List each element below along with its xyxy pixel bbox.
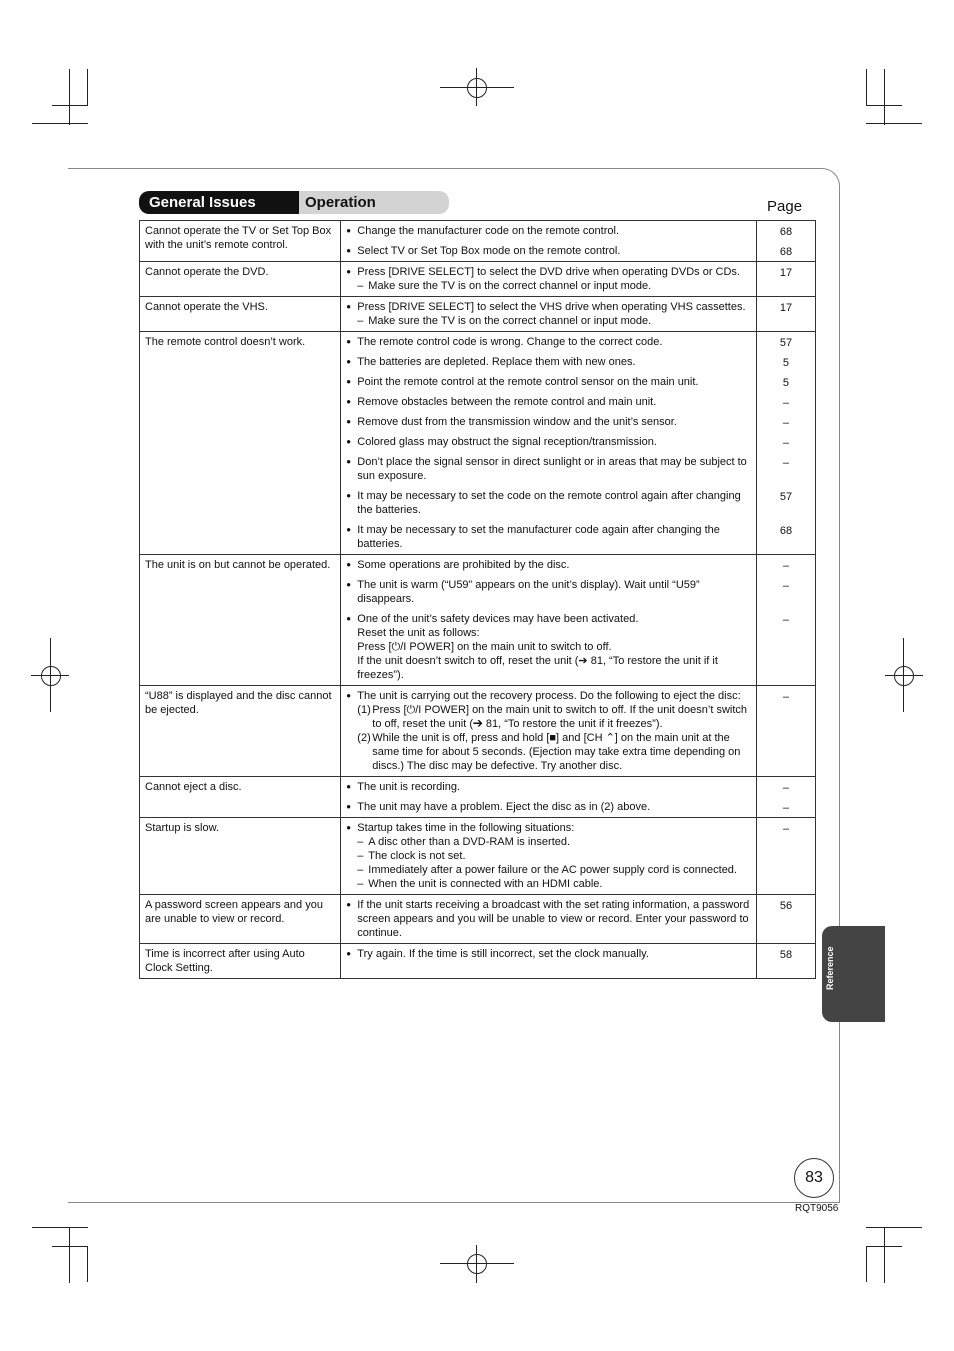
- solution-entry: [346, 898, 751, 940]
- problem-text: Startup is slow.: [145, 822, 219, 834]
- table-row: [140, 297, 816, 332]
- solution-text: Remove dust from the transmission window and the unit’s sensor.: [357, 416, 677, 428]
- solution-cell: [341, 332, 757, 555]
- problem-text: The unit is on but cannot be operated.: [145, 559, 331, 571]
- solution-cell: [341, 777, 757, 818]
- page-reference: 57: [779, 490, 793, 503]
- registration-line: [50, 638, 51, 712]
- solution-entry: [346, 489, 751, 517]
- solution-text: It may be necessary to set the manufacturer code again after changing the batteries.: [357, 524, 720, 550]
- sub-item: [357, 835, 751, 849]
- registration-line: [440, 1263, 514, 1264]
- step-text: While the unit is off, press and hold [■] and [CH ⌃] on the main unit at the same time for about 5 seconds. (Ejection may take extra time depending on discs.) The disc may be defective. Try another disc.: [372, 732, 741, 772]
- registration-line: [903, 638, 904, 712]
- solution-entry: [346, 300, 751, 328]
- page-reference: –: [782, 436, 790, 449]
- bullet-icon: ●: [346, 560, 352, 569]
- bullet-icon: ●: [346, 900, 352, 909]
- page-reference: 58: [779, 948, 793, 961]
- page-cell: [756, 555, 815, 686]
- dash-icon: –: [357, 878, 364, 890]
- crop-mark: [884, 69, 885, 125]
- tab-operation: [294, 191, 449, 214]
- solution-text: Some operations are prohibited by the disc.: [357, 559, 570, 571]
- sub-item-text: When the unit is connected with an HDMI cable.: [368, 878, 603, 890]
- page-reference: –: [782, 456, 790, 469]
- page-frame-bottom: [68, 1202, 840, 1203]
- sub-item-text: The clock is not set.: [368, 850, 466, 862]
- table-row: [140, 895, 816, 944]
- solution-text: Press [DRIVE SELECT] to select the DVD drive when operating DVDs or CDs.: [357, 266, 740, 278]
- registration-target-icon: [894, 666, 914, 686]
- solution-text: Point the remote control at the remote control sensor on the main unit.: [357, 376, 699, 388]
- problem-text: Cannot operate the TV or Set Top Box with the unit’s remote control.: [145, 225, 332, 251]
- solution-text: The unit may have a problem. Eject the disc as in (2) above.: [357, 801, 651, 813]
- problem-cell: [140, 332, 341, 555]
- solution-entry: [346, 415, 751, 429]
- table-row: [140, 686, 816, 777]
- bullet-icon: ●: [346, 267, 352, 276]
- step-number: (2): [357, 732, 371, 744]
- continuation-text: If the unit doesn’t switch to off, reset the unit (➔ 81, “To restore the unit if it freezes”).: [357, 655, 718, 681]
- solution-text: Select TV or Set Top Box mode on the remote control.: [357, 245, 621, 257]
- solution-entry: [346, 523, 751, 551]
- page-reference: –: [782, 559, 790, 572]
- problem-text: The remote control doesn’t work.: [145, 336, 306, 348]
- page-cell: [756, 686, 815, 777]
- step-text: Press [⏻/I POWER] on the main unit to switch to off. If the unit doesn’t switch to off, reset the unit (➔ 81, “To restore the unit if it freezes”).: [372, 704, 748, 730]
- registration-line: [476, 68, 477, 106]
- table-row: [140, 555, 816, 686]
- bullet-icon: ●: [346, 614, 352, 623]
- crop-mark: [884, 1227, 885, 1283]
- page-reference: –: [782, 416, 790, 429]
- crop-mark: [52, 1246, 88, 1247]
- solution-text: Colored glass may obstruct the signal reception/transmission.: [357, 436, 657, 448]
- bullet-icon: ●: [346, 823, 352, 832]
- problem-cell: [140, 262, 341, 297]
- page-reference: 68: [779, 524, 793, 537]
- solution-entry: [346, 558, 751, 572]
- crop-mark: [866, 105, 902, 106]
- crop-mark: [866, 1246, 902, 1247]
- tab-general-issues: [139, 191, 299, 214]
- sub-item-text: Make sure the TV is on the correct channel or input mode.: [368, 315, 652, 327]
- tab-operation-label: Operation: [305, 194, 376, 211]
- table-row: [140, 777, 816, 818]
- solution-entry: [346, 455, 751, 483]
- page-reference: 5: [782, 356, 790, 369]
- solution-entry: [346, 355, 751, 369]
- solution-entry: [346, 800, 751, 814]
- page-cell: [756, 262, 815, 297]
- bullet-icon: ●: [346, 302, 352, 311]
- page-reference: 68: [779, 245, 793, 258]
- solution-entry: [346, 435, 751, 449]
- solution-cell: [341, 297, 757, 332]
- sub-item: [357, 279, 751, 293]
- problem-text: Cannot operate the VHS.: [145, 301, 268, 313]
- continuation-text: Press [⏻/I POWER] on the main unit to switch to off.: [357, 641, 612, 653]
- problem-text: “U88” is displayed and the disc cannot be ejected.: [145, 690, 332, 716]
- crop-mark: [69, 69, 70, 125]
- section-tabs: [139, 191, 449, 214]
- problem-cell: [140, 686, 341, 777]
- solution-text: It may be necessary to set the code on the remote control again after changing the batteries.: [357, 490, 741, 516]
- document-code: RQT9056: [795, 1203, 839, 1214]
- bullet-icon: ●: [346, 437, 352, 446]
- page-number: 83: [794, 1158, 834, 1198]
- page-cell: [756, 895, 815, 944]
- crop-mark: [87, 1246, 88, 1282]
- bullet-icon: ●: [346, 580, 352, 589]
- registration-target-icon: [41, 666, 61, 686]
- page-reference: –: [782, 396, 790, 409]
- crop-mark: [866, 69, 867, 105]
- page-reference: –: [782, 613, 790, 626]
- solution-text: If the unit starts receiving a broadcast with the set rating information, a password screen appears and you will be unable to view or record. Enter your password to continue.: [357, 899, 750, 939]
- page-reference: 17: [779, 301, 793, 314]
- problem-cell: [140, 944, 341, 979]
- page-reference: 57: [779, 336, 793, 349]
- solution-text: The unit is recording.: [357, 781, 461, 793]
- page-cell: [756, 297, 815, 332]
- table-row: [140, 332, 816, 555]
- solution-text: Change the manufacturer code on the remote control.: [357, 225, 620, 237]
- problem-text: Cannot eject a disc.: [145, 781, 242, 793]
- bullet-icon: ●: [346, 949, 352, 958]
- problem-text: Time is incorrect after using Auto Clock Setting.: [145, 948, 305, 974]
- solution-entry: [346, 780, 751, 794]
- dash-icon: –: [357, 280, 364, 292]
- solution-text: The remote control code is wrong. Change to the correct code.: [357, 336, 663, 348]
- page-cell: [756, 818, 815, 895]
- bullet-icon: ●: [346, 246, 352, 255]
- solution-entry: [346, 689, 751, 773]
- solution-cell: [341, 686, 757, 777]
- dash-icon: –: [357, 315, 364, 327]
- page-reference: –: [782, 690, 790, 703]
- solution-entry: [346, 578, 751, 606]
- solution-text: Press [DRIVE SELECT] to select the VHS drive when operating VHS cassettes.: [357, 301, 746, 313]
- solution-entry: [346, 224, 751, 238]
- continuation-text: Reset the unit as follows:: [357, 627, 480, 639]
- solution-entry: [346, 265, 751, 293]
- reference-side-label: Reference: [825, 946, 835, 990]
- bullet-icon: ●: [346, 525, 352, 534]
- crop-mark: [69, 1227, 70, 1283]
- solution-cell: [341, 555, 757, 686]
- solution-cell: [341, 818, 757, 895]
- table-row: [140, 944, 816, 979]
- crop-mark: [866, 1227, 922, 1228]
- page-cell: [756, 221, 815, 262]
- crop-mark: [87, 69, 88, 105]
- bullet-icon: ●: [346, 397, 352, 406]
- bullet-icon: ●: [346, 226, 352, 235]
- page-cell: [756, 777, 815, 818]
- page-frame-top: [68, 168, 822, 169]
- numbered-step: [357, 731, 751, 773]
- registration-line: [476, 1245, 477, 1283]
- solution-cell: [341, 895, 757, 944]
- crop-mark: [866, 1246, 867, 1282]
- problem-text: Cannot operate the DVD.: [145, 266, 269, 278]
- problem-cell: [140, 555, 341, 686]
- solution-cell: [341, 262, 757, 297]
- page-reference: 56: [779, 899, 793, 912]
- dash-icon: –: [357, 836, 364, 848]
- page-reference: 5: [782, 376, 790, 389]
- step-number: (1): [357, 704, 371, 716]
- solution-text: Try again. If the time is still incorrect, set the clock manually.: [357, 948, 649, 960]
- registration-line: [885, 675, 923, 676]
- problem-text: A password screen appears and you are unable to view or record.: [145, 899, 323, 925]
- bullet-icon: ●: [346, 457, 352, 466]
- page-reference: –: [782, 781, 790, 794]
- sub-item-text: Make sure the TV is on the correct channel or input mode.: [368, 280, 652, 292]
- page-cell: [756, 332, 815, 555]
- solution-text: The batteries are depleted. Replace them with new ones.: [357, 356, 636, 368]
- numbered-step: [357, 703, 751, 731]
- page-reference: –: [782, 579, 790, 592]
- page-reference: –: [782, 822, 790, 835]
- table-row: [140, 262, 816, 297]
- problem-cell: [140, 818, 341, 895]
- page-frame-right: [822, 168, 840, 1203]
- crop-mark: [32, 1227, 88, 1228]
- registration-target-icon: [467, 1254, 487, 1274]
- sub-item: [357, 877, 751, 891]
- sub-item: [357, 849, 751, 863]
- solution-entry: [346, 335, 751, 349]
- solution-entry: [346, 821, 751, 891]
- solution-entry: [346, 947, 751, 961]
- tab-general-issues-label: General Issues: [149, 194, 256, 211]
- solution-cell: [341, 944, 757, 979]
- dash-icon: –: [357, 864, 364, 876]
- table-row: [140, 818, 816, 895]
- crop-mark: [52, 105, 88, 106]
- bullet-icon: ●: [346, 491, 352, 500]
- bullet-icon: ●: [346, 377, 352, 386]
- bullet-icon: ●: [346, 782, 352, 791]
- solution-entry: [346, 395, 751, 409]
- solution-entry: [346, 244, 751, 258]
- bullet-icon: ●: [346, 337, 352, 346]
- sub-item: [357, 863, 751, 877]
- table-row: [140, 221, 816, 262]
- solution-cell: [341, 221, 757, 262]
- page-cell: [756, 944, 815, 979]
- crop-mark: [32, 123, 88, 124]
- solution-text: Don’t place the signal sensor in direct sunlight or in areas that may be subject to sun exposure.: [357, 456, 747, 482]
- registration-line: [440, 87, 514, 88]
- bullet-icon: ●: [346, 417, 352, 426]
- page-reference: 68: [779, 225, 793, 238]
- bullet-icon: ●: [346, 802, 352, 811]
- dash-icon: –: [357, 850, 364, 862]
- sub-item-text: Immediately after a power failure or the AC power supply cord is connected.: [368, 864, 737, 876]
- registration-target-icon: [467, 78, 487, 98]
- solution-entry: [346, 612, 751, 682]
- sub-item: [357, 314, 751, 328]
- solution-text: The unit is carrying out the recovery process. Do the following to eject the disc:: [357, 690, 741, 702]
- problem-cell: [140, 895, 341, 944]
- solution-text: One of the unit’s safety devices may have been activated.: [357, 613, 639, 625]
- problem-cell: [140, 221, 341, 262]
- troubleshooting-table: [139, 220, 816, 979]
- solution-text: Startup takes time in the following situations:: [357, 822, 575, 834]
- crop-mark: [866, 123, 922, 124]
- bullet-icon: ●: [346, 691, 352, 700]
- solution-entry: [346, 375, 751, 389]
- page-column-header: Page: [767, 198, 803, 215]
- problem-cell: [140, 297, 341, 332]
- page-reference: –: [782, 801, 790, 814]
- bullet-icon: ●: [346, 357, 352, 366]
- sub-item-text: A disc other than a DVD-RAM is inserted.: [368, 836, 571, 848]
- solution-text: The unit is warm (“U59” appears on the unit’s display). Wait until “U59” disappears.: [357, 579, 700, 605]
- solution-text: Remove obstacles between the remote control and main unit.: [357, 396, 657, 408]
- page-reference: 17: [779, 266, 793, 279]
- problem-cell: [140, 777, 341, 818]
